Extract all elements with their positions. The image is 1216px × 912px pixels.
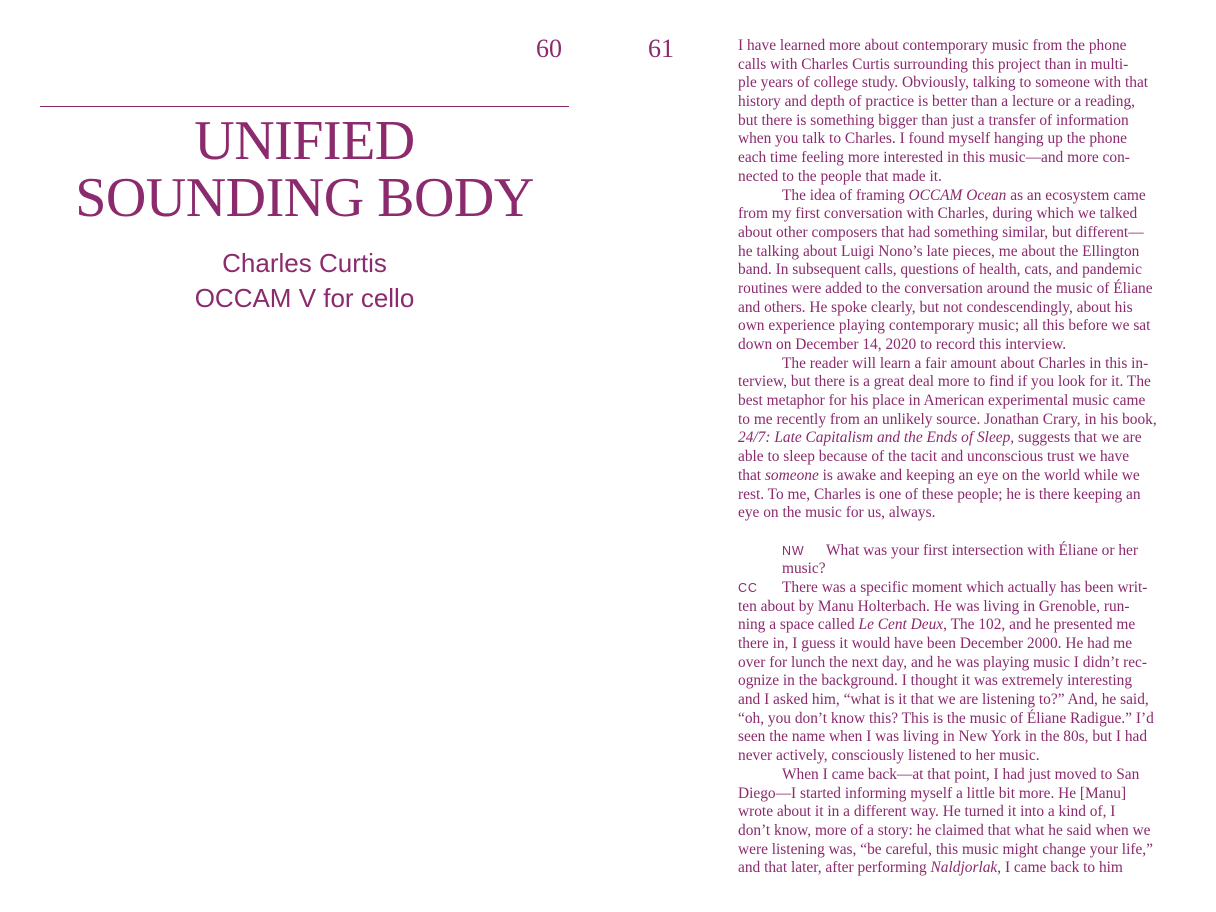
- text-run: and others. He spoke clearly, but not condescendingly, about his: [738, 298, 1133, 316]
- italic-title: Naldjorlak: [930, 859, 998, 877]
- text-run: but there is something bigger than just a transfer of information: [738, 111, 1129, 129]
- text-line: [738, 355, 1178, 374]
- text-line: [738, 205, 1178, 224]
- text-run: there in, I guess it would have been December 2000. He had me: [738, 635, 1133, 652]
- text-run: calls with Charles Curtis surrounding this project than in multi-: [738, 55, 1129, 73]
- text-run: There was a specific moment which actually has been writ-: [782, 578, 1148, 596]
- text-run: wrote about it in a different way. He turned it into a kind of, I: [738, 803, 1116, 821]
- speaker-label: CC: [738, 580, 758, 595]
- text-run: The idea of framing: [782, 186, 909, 204]
- text-line: [738, 728, 1178, 747]
- right-page: [608, 0, 1216, 912]
- text-run: that: [738, 466, 765, 484]
- text-run: music?: [782, 560, 826, 578]
- title-rule: [40, 106, 569, 107]
- text-line: [738, 336, 1178, 355]
- text-line: [738, 654, 1178, 673]
- text-run: as an ecosystem came: [1006, 186, 1146, 204]
- text-run: seen the name when I was living in New York in the 80s, but I had: [738, 728, 1148, 746]
- text-line: [738, 486, 1178, 505]
- italic-title: OCCAM Ocean: [908, 186, 1007, 204]
- text-line: [738, 635, 1178, 654]
- text-run: terview, but there is a great deal more to find if you look for it. The: [738, 373, 1151, 391]
- text-run: routines were added to the conversation around the music of Éliane: [738, 279, 1153, 297]
- interview-body-text: [738, 37, 1178, 878]
- text-line: [738, 785, 1178, 804]
- italic-title: Le Cent Deux: [858, 616, 944, 634]
- page-number-left: 60: [536, 34, 562, 63]
- text-run: rest. To me, Charles is one of these people; he is there keeping an: [738, 485, 1141, 503]
- text-run: over for lunch the next day, and he was playing music I didn’t rec-: [738, 653, 1148, 671]
- text-line: [738, 803, 1178, 822]
- text-run: history and depth of practice is better than a lecture or a reading,: [738, 93, 1136, 111]
- text-run: each time feeling more interested in this music—and more con-: [738, 149, 1130, 167]
- work-title: OCCAM V for cello: [194, 283, 415, 313]
- text-line: [738, 243, 1178, 262]
- text-line: [738, 859, 1178, 878]
- text-run: , I came back to him: [997, 859, 1123, 877]
- text-run: able to sleep because of the tacit and unconscious trust we have: [738, 448, 1130, 466]
- text-run: and that later, after performing: [738, 859, 931, 877]
- text-run: never actively, consciously listened to her music.: [738, 747, 1040, 765]
- text-line: [738, 261, 1178, 280]
- italic-title: someone: [764, 466, 819, 484]
- text-run: ple years of college study. Obviously, talking to someone with that: [738, 74, 1149, 92]
- text-run: When I came back—at that point, I had just moved to San: [782, 765, 1140, 783]
- text-run: don’t know, more of a story: he claimed that what he said when we: [738, 821, 1151, 839]
- text-line: [738, 112, 1178, 131]
- text-run: ning a space called: [738, 616, 859, 634]
- text-run: , The 102, and he presented me: [943, 616, 1136, 634]
- text-run: nected to the people that made it.: [738, 167, 942, 185]
- chapter-subtitle: [40, 246, 569, 316]
- text-run: about other composers that had something similar, but different—: [738, 223, 1144, 241]
- chapter-title: [40, 110, 569, 229]
- text-line: [738, 168, 1178, 187]
- italic-title: 24/7: Late Capitalism and the Ends of Sleep,: [738, 429, 1015, 447]
- text-line: [738, 560, 1178, 579]
- text-line: [738, 392, 1178, 411]
- text-line: [738, 130, 1178, 149]
- text-line: [738, 747, 1178, 766]
- text-run: own experience playing contemporary music; all this before we sat: [738, 317, 1151, 335]
- text-line: [738, 822, 1178, 841]
- text-run: eye on the music for us, always.: [738, 504, 936, 522]
- text-line: [738, 37, 1178, 56]
- text-line: [738, 411, 1178, 430]
- text-run: What was your first intersection with Éliane or her: [826, 541, 1138, 559]
- author-name: Charles Curtis: [222, 248, 387, 278]
- text-line: [738, 429, 1178, 448]
- chapter-title-line: SOUNDING BODY: [75, 167, 534, 229]
- text-line: [738, 579, 1178, 598]
- text-line: [738, 149, 1178, 168]
- text-line: [738, 93, 1178, 112]
- text-line: [738, 280, 1178, 299]
- page-number-right: 61: [648, 34, 674, 63]
- chapter-title-line: UNIFIED: [194, 110, 415, 172]
- text-line: [738, 691, 1178, 710]
- paragraph-gap: [738, 523, 1178, 542]
- text-run: down on December 14, 2020 to record this interview.: [738, 336, 1067, 353]
- text-line: [738, 598, 1178, 617]
- text-line: [738, 373, 1178, 392]
- text-run: from my first conversation with Charles, during which we talked: [738, 205, 1138, 223]
- text-line: [738, 74, 1178, 93]
- text-run: to me recently from an unlikely source. Jonathan Crary, in his book,: [738, 410, 1157, 428]
- text-run: ognize in the background. I thought it was extremely interesting: [738, 672, 1133, 690]
- text-run: The reader will learn a fair amount about Charles in this in-: [782, 354, 1149, 372]
- text-line: [738, 56, 1178, 75]
- text-line: [738, 224, 1178, 243]
- text-run: were listening was, “be careful, this music might change your life,”: [738, 840, 1153, 858]
- text-run: I have learned more about contemporary music from the phone: [738, 37, 1127, 54]
- text-line: [738, 542, 1178, 561]
- text-line: [738, 616, 1178, 635]
- speaker-label: NW: [782, 543, 805, 558]
- text-line: [738, 841, 1178, 860]
- text-run: “oh, you don’t know this? This is the music of Éliane Radigue.” I’d: [738, 709, 1154, 727]
- text-line: [738, 467, 1178, 486]
- text-line: [738, 448, 1178, 467]
- text-line: [738, 710, 1178, 729]
- text-run: Diego—I started informing myself a little bit more. He [Manu]: [738, 784, 1127, 802]
- text-run: is awake and keeping an eye on the world while we: [818, 466, 1140, 484]
- text-run: he talking about Luigi Nono’s late pieces, me about the Ellington: [738, 242, 1140, 260]
- text-run: suggests that we are: [1014, 429, 1142, 447]
- text-line: [738, 672, 1178, 691]
- text-line: [738, 766, 1178, 785]
- text-line: [738, 299, 1178, 318]
- text-run: when you talk to Charles. I found myself hanging up the phone: [738, 130, 1127, 148]
- text-line: [738, 317, 1178, 336]
- text-line: [738, 187, 1178, 206]
- text-run: ten about by Manu Holterbach. He was living in Grenoble, run-: [738, 597, 1130, 615]
- text-run: best metaphor for his place in American experimental music came: [738, 392, 1146, 410]
- text-line: [738, 504, 1178, 523]
- text-run: band. In subsequent calls, questions of health, cats, and pandemic: [738, 261, 1142, 279]
- text-run: and I asked him, “what is it that we are listening to?” And, he said,: [738, 691, 1149, 709]
